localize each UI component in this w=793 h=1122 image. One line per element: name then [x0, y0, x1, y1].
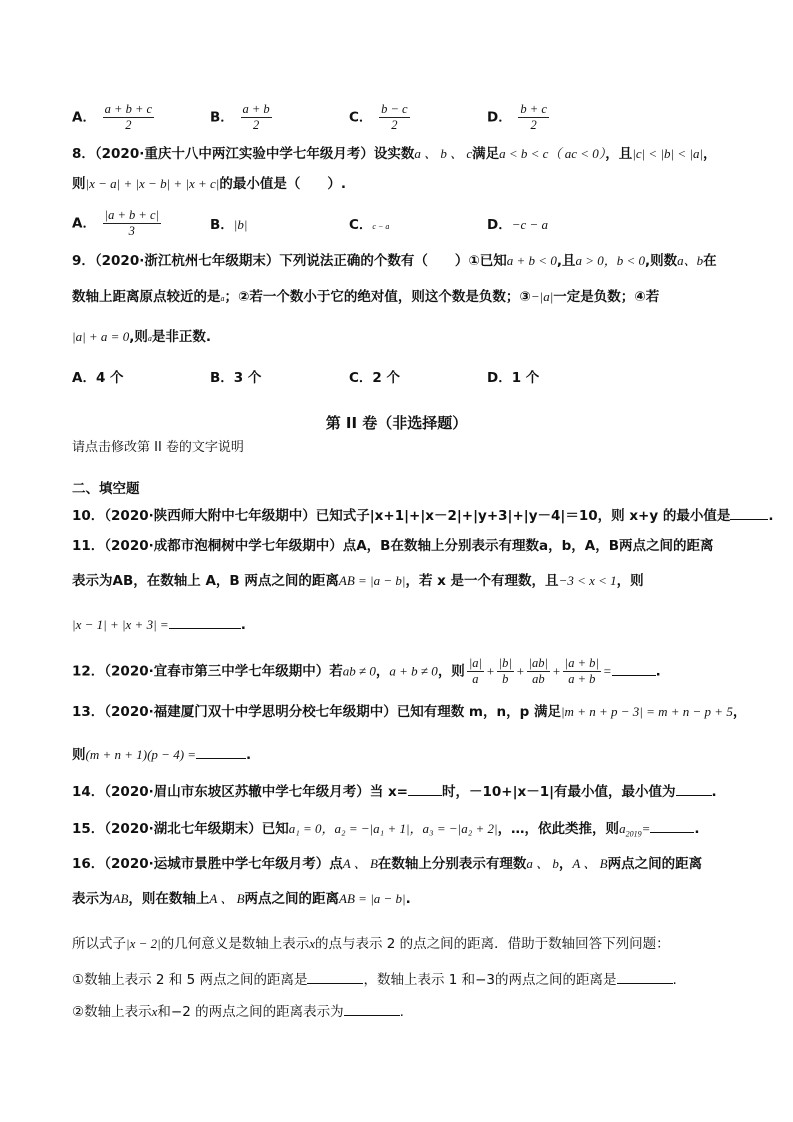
numerator: a + b [242, 102, 270, 116]
question-text: ，则 [616, 573, 644, 589]
question-text: 16．（2020·运城市景胜中学七年级月考）点 [72, 856, 343, 872]
q8-option-c [349, 213, 389, 233]
answer-blank[interactable] [676, 781, 712, 796]
section-note[interactable]: 请点击修改第 II 卷的文字说明 [72, 440, 244, 455]
option-label: D． [487, 109, 512, 126]
question-text: ,且 [556, 253, 576, 269]
question-text: ，则 [437, 663, 465, 680]
question-text: 的最小值是（ ）. [219, 176, 347, 192]
question-text: 在 [703, 253, 717, 269]
q16-sub-2 [72, 1001, 404, 1022]
question-text: ， [558, 856, 573, 872]
option-label: B． [210, 109, 234, 126]
numerator: |a + b + c| [104, 208, 159, 222]
question-text: 满足 [472, 146, 500, 162]
question-text: 和−2 的两点之间的距离表示为 [157, 1004, 344, 1020]
fraction [103, 102, 154, 133]
answer-blank[interactable] [196, 744, 246, 759]
question-text: . [655, 663, 661, 680]
q9-line-3 [72, 327, 211, 349]
part-heading: 二、填空题 [72, 481, 140, 497]
answer-blank[interactable] [730, 505, 768, 520]
q8-line-2 [72, 174, 346, 194]
math: (m + n + 1)(p − 4) = [85, 747, 197, 762]
question-text: 表示为AB，在数轴上 A，B 两点之间的距离 [72, 573, 339, 589]
question-text: ， [375, 663, 390, 680]
q16-line-2 [72, 889, 411, 909]
math: c − a [372, 222, 390, 231]
math: （ ac < 0） [548, 146, 606, 161]
question-text: ①数轴上表示 2 和 5 两点之间的距离是 [72, 972, 308, 988]
q8-option-b [210, 213, 247, 233]
question-text: ，且 [605, 146, 633, 162]
question-text: 的点与表示 2 的点之间的距离．借助于数轴回答下列问题： [314, 936, 670, 952]
question-text: 所以式子 [72, 936, 126, 952]
denominator: ab [532, 672, 545, 686]
question-text: ；②若一个数小于它的绝对值，则这个数是负数；③ [224, 289, 531, 305]
math: ab ≠ 0 [342, 663, 376, 679]
math: x [309, 936, 315, 951]
math: a [220, 294, 225, 303]
question-text: 8．（2020·重庆十八中两江实验中学七年级月考）设实数 [72, 146, 415, 162]
denominator: 3 [128, 224, 135, 238]
fraction [497, 656, 514, 687]
q12-line: 12．（2020·宜春市第三中学七年级期中）若ab ≠ 0，a + b ≠ 0，则 $\frac{|a|}{a}$ + $\frac{|b|}{b}$ + $\frac{|ab|}{ab}$ + $\frac{|a + b|}{a + b}$ = . [72, 656, 661, 686]
q9-line-2 [72, 287, 659, 309]
question-text: . [246, 747, 252, 763]
option-label: C． [349, 217, 373, 233]
math: |m + n + p − 3| = m + n − p + 5 [560, 704, 733, 719]
question-text: ， [732, 704, 747, 720]
question-text: 的几何意义是数轴上表示 [160, 936, 310, 952]
fraction [467, 656, 484, 687]
math: |x − a| + |x − b| + |x + c| [85, 176, 220, 191]
q8-option-a [72, 208, 163, 239]
q16-line-1 [72, 854, 702, 874]
math: −3 < x < 1 [558, 573, 617, 588]
question-text: 时，－10+|x－1|有最小值，最小值为 [441, 784, 676, 800]
q13-line-1 [72, 702, 746, 722]
option-label: A． [72, 215, 96, 232]
q9-option-d: D．1 个 [487, 370, 540, 386]
math: = [641, 821, 651, 836]
math: |c| < |b| < |a| [632, 146, 704, 161]
question-text: 一定是负数；④若 [553, 289, 660, 305]
question-text: 9．（2020·浙江杭州七年级期末）下列说法正确的个数有（ ）①已知 [72, 253, 507, 269]
math: a [147, 334, 152, 343]
math: A 、 B [572, 856, 608, 871]
fraction [103, 208, 161, 239]
denominator: 2 [530, 118, 537, 132]
denominator: 2 [252, 118, 260, 132]
q7-option-d [487, 102, 551, 133]
q14-line [72, 781, 717, 802]
question-text: ②数轴上表示 [72, 1004, 152, 1020]
option-label: B． [210, 217, 234, 233]
question-text: 表示为 [72, 891, 113, 907]
q7-option-b [210, 102, 274, 133]
math: −c − a [511, 217, 549, 232]
math: a [619, 821, 626, 836]
denominator: a [472, 672, 479, 686]
answer-blank[interactable] [344, 1001, 400, 1016]
question-text: 13．（2020·福建厦门双十中学思明分校七年级期中）已知有理数 m，n，p 满足 [72, 704, 561, 720]
question-text: . [240, 617, 246, 633]
math: a 、 b [526, 856, 559, 871]
q9-option-b: B．3 个 [210, 370, 262, 386]
q11-line-2 [72, 571, 644, 591]
q11-line-3 [72, 614, 246, 635]
math: |x − 1| + |x + 3| = [72, 617, 169, 632]
option-label: A． [72, 109, 96, 126]
math: a 、 b 、 c [414, 146, 473, 161]
q8-line-1 [72, 144, 717, 164]
question-text: . [768, 508, 774, 524]
question-text: 在数轴上分别表示有理数 [377, 856, 527, 872]
option-label: D． [487, 217, 512, 233]
question-text: 12．（2020·宜春市第三中学七年级期中）若 [72, 663, 343, 680]
numerator: b + c [520, 102, 547, 116]
numerator: |ab| [528, 656, 548, 670]
q7-option-a [72, 102, 156, 133]
math: A 、 B [209, 891, 245, 906]
fraction [527, 656, 550, 687]
math: ，a₂ = −|a₁ + 1|，a₃ = −|a₂ + 2| [321, 821, 498, 836]
question-text: . [399, 1004, 404, 1020]
question-text: 则 [72, 176, 86, 192]
math: AB = |a − b| [339, 891, 406, 906]
q8-option-d [487, 213, 548, 233]
denominator: a + b [568, 672, 596, 686]
question-text: ， [703, 146, 717, 162]
numerator: |a| [468, 656, 482, 670]
question-text: ，则在数轴上 [128, 891, 210, 907]
math: 2019 [625, 829, 642, 839]
denominator: 2 [391, 118, 398, 132]
answer-blank[interactable] [617, 969, 673, 984]
q9-option-a: A．4 个 [72, 370, 124, 386]
fraction [563, 656, 601, 687]
math: a + b ≠ 0 [389, 663, 438, 679]
option-label: C． [349, 109, 373, 126]
denominator: b [502, 672, 509, 686]
numerator: |a + b| [564, 656, 599, 670]
answer-blank[interactable] [408, 781, 442, 796]
question-text: . [694, 821, 700, 837]
fraction [379, 102, 409, 133]
question-text: . [672, 972, 677, 988]
q16-line-3 [72, 934, 670, 954]
math: |b| [233, 217, 248, 232]
q10-line [72, 505, 773, 526]
answer-blank[interactable] [169, 614, 241, 629]
question-text: 两点之间的距离 [607, 856, 703, 872]
math: a₁ = 0 [288, 821, 322, 836]
numerator: b − c [381, 102, 408, 116]
question-text: ，若 x 是一个有理数，且 [405, 573, 559, 589]
answer-blank[interactable] [650, 818, 694, 833]
question-text: 15．（2020·湖北七年级期末）已知 [72, 821, 289, 837]
denominator: 2 [125, 118, 132, 132]
math: AB [112, 891, 129, 906]
question-text: 14．（2020·眉山市东坡区苏辙中学七年级月考）当 x= [72, 784, 408, 800]
q13-line-2 [72, 744, 251, 765]
numerator: |b| [498, 656, 512, 670]
answer-blank[interactable] [307, 969, 363, 984]
math: AB = |a − b| [338, 573, 406, 588]
question-text: 10．（2020·陕西师大附中七年级期中）已知式子|x+1|+|x－2|+|y+3|+|y－4|＝10，则 x+y 的最小值是 [72, 508, 731, 524]
numerator: a + b + c [104, 102, 153, 116]
q9-line-1 [72, 251, 717, 271]
question-text: 是非正数. [151, 329, 211, 345]
question-text: ,则数 [645, 253, 678, 269]
question-text: 两点之间的距离 [244, 891, 340, 907]
math: |a| + a = 0 [72, 329, 130, 344]
math: a < b < c [499, 146, 549, 161]
math: A 、 B [342, 856, 378, 871]
answer-blank[interactable] [612, 661, 656, 676]
question-text: ,则 [129, 329, 148, 345]
question-text: ，…，依此类推，则 [497, 821, 620, 837]
question-text: ，数轴上表示 1 和−3的两点之间的距离是 [363, 972, 617, 988]
fraction [241, 102, 272, 133]
question-text: 数轴上距离原点较近的是 [72, 289, 221, 305]
math: −|a| [530, 289, 554, 304]
fraction [518, 102, 548, 133]
question-text: . [405, 891, 411, 907]
q15-line [72, 818, 699, 845]
math: a、b [677, 253, 704, 268]
question-text: . [711, 784, 717, 800]
q16-sub-1 [72, 969, 677, 990]
section-title: 第 II 卷（非选择题） [325, 414, 468, 432]
math: a + b < 0 [506, 253, 557, 268]
q11-line-1: 11．（2020·成都市泡桐树中学七年级期中）点A，B在数轴上分别表示有理数a，b，A，B两点之间的距离 [72, 538, 714, 554]
question-text: 则 [72, 747, 86, 763]
math: x [151, 1004, 158, 1019]
math: = [602, 663, 612, 679]
math: |x − 2| [126, 936, 161, 951]
q9-option-c: C．2 个 [349, 370, 401, 386]
math: a > 0，b < 0 [575, 253, 646, 268]
q7-option-c [349, 102, 412, 133]
